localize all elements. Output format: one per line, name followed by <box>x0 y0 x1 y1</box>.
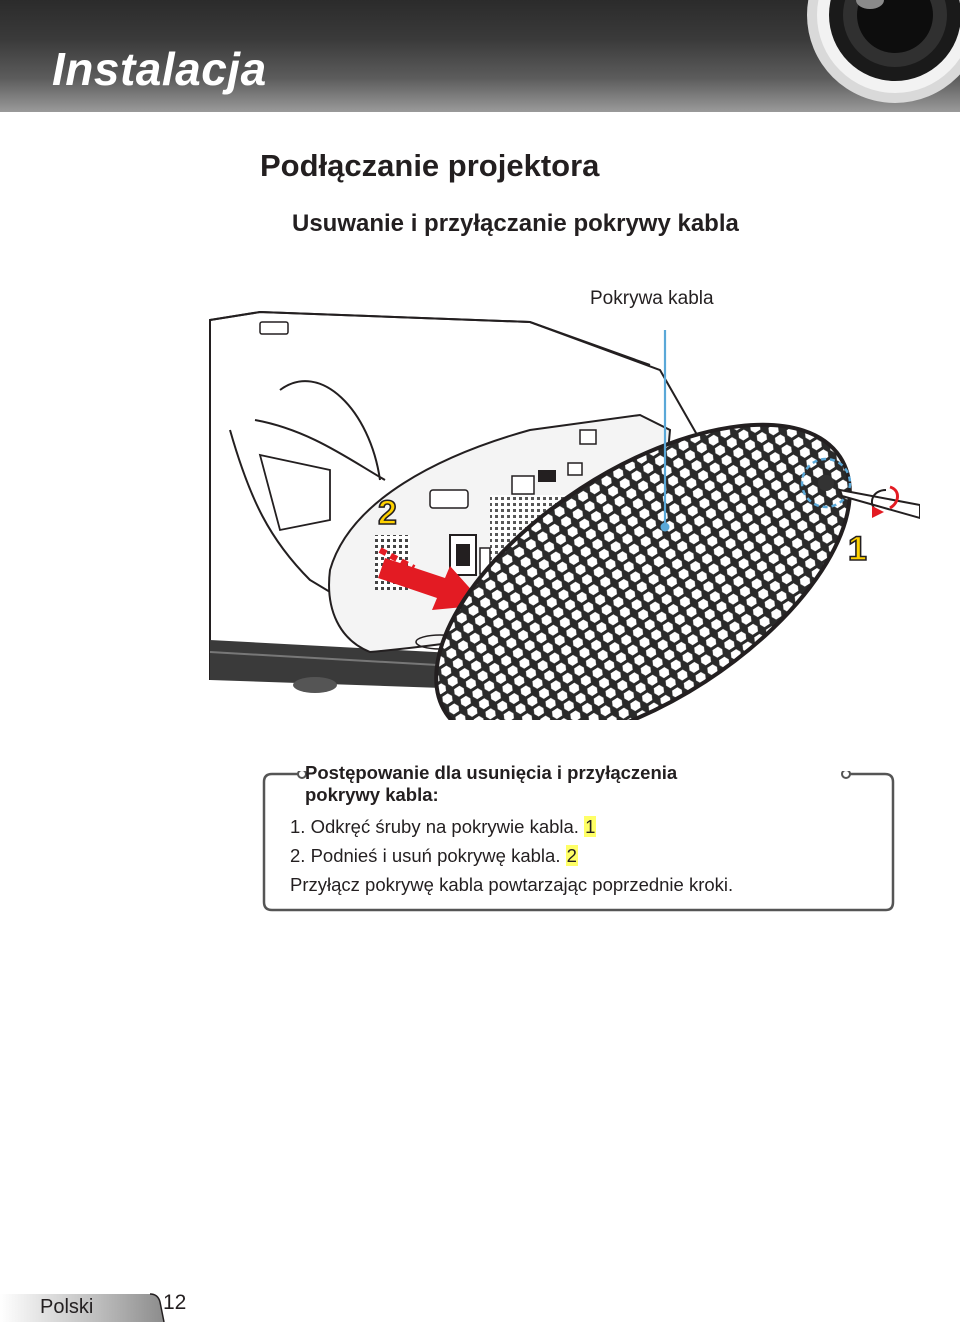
procedure-step-1 <box>290 816 596 838</box>
chapter-title: Instalacja <box>52 43 267 95</box>
section-title: Podłączanie projektora <box>260 148 600 183</box>
cable-cover-callout: Pokrywa kabla <box>590 288 714 309</box>
step-2-text: 2. Podnieś i usuń pokrywę kabla. <box>290 845 561 866</box>
procedure-title-line1: Postępowanie dla usunięcia i przyłączenia <box>305 762 678 783</box>
step-marker-1: 1 <box>848 530 867 568</box>
footer-language: Polski <box>40 1296 94 1318</box>
step-2-ref: 2 <box>566 845 577 866</box>
procedure-title <box>305 762 677 806</box>
step-marker-2: 2 <box>378 494 397 532</box>
procedure-note: Przyłącz pokrywę kabla powtarzając poprzednie kroki. <box>290 874 734 895</box>
projector-illustration <box>200 280 920 720</box>
section-subtitle: Usuwanie i przyłączanie pokrywy kabla <box>292 210 739 237</box>
header-banner <box>0 0 960 112</box>
step-1-ref: 1 <box>585 816 596 837</box>
procedure-step-2 <box>290 845 578 867</box>
procedure-title-line2: pokrywy kabla: <box>305 784 439 805</box>
lens-graphic <box>790 0 960 110</box>
page-number: 12 <box>163 1291 187 1314</box>
step-1-text: 1. Odkręć śruby na pokrywie kabla. <box>290 816 579 837</box>
